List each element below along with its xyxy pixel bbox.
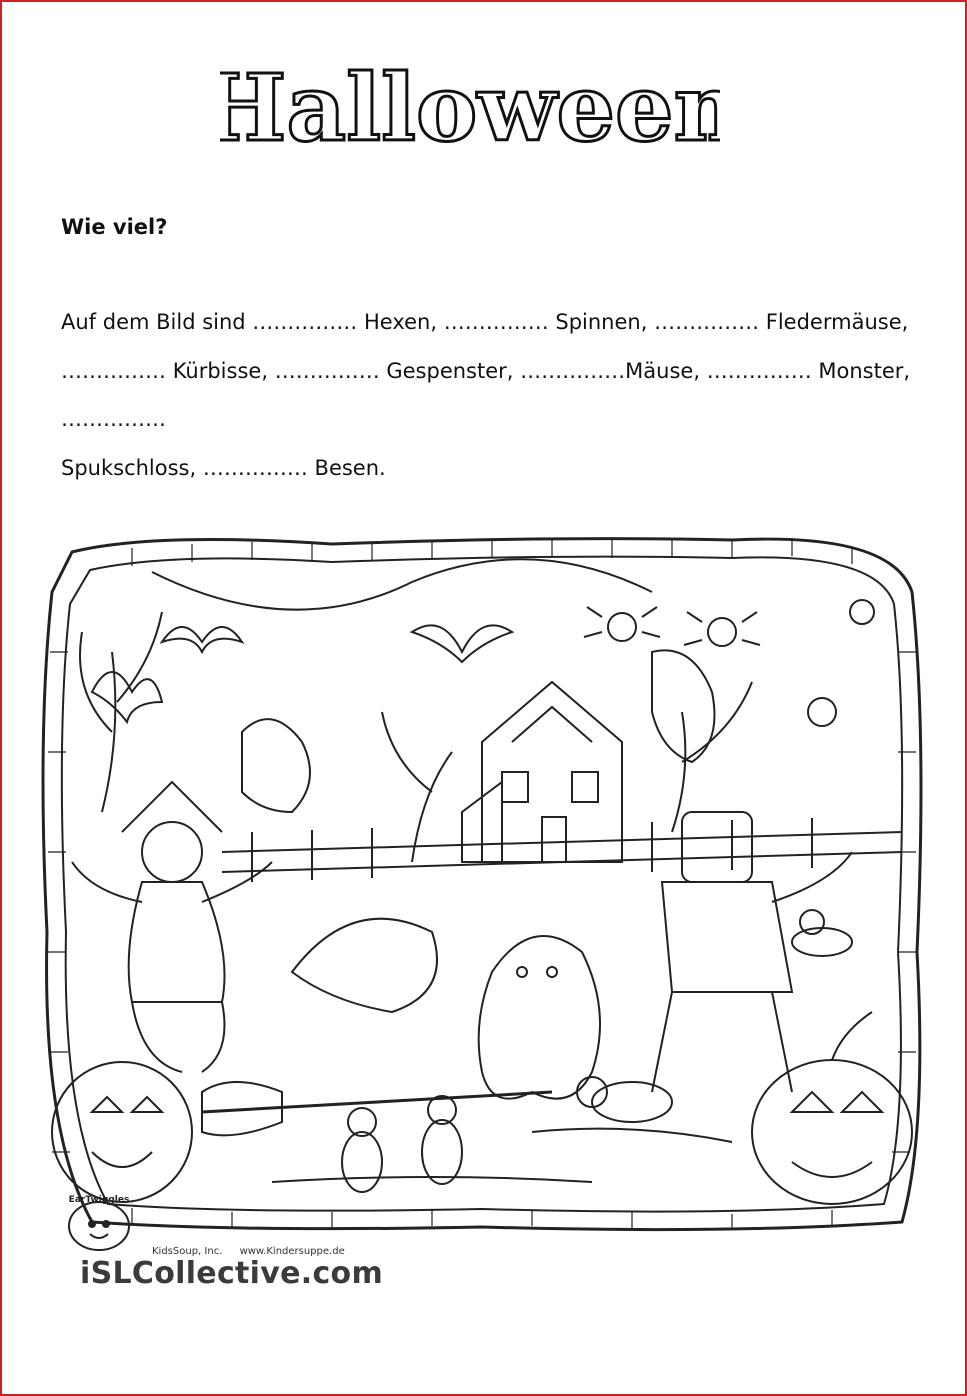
credit-website: www.Kindersuppe.de [239, 1246, 345, 1257]
sentence-part: …………… Gespenster, [274, 358, 514, 383]
halloween-title [220, 64, 720, 164]
sentence-part: …………… [61, 358, 166, 383]
sentence-part: …………… Fledermäuse, [654, 310, 909, 334]
title-outline-lettering [220, 64, 720, 164]
sentence-part: …………… Monster, [706, 358, 911, 383]
question-heading: Wie viel? [61, 215, 168, 239]
title-text: Halloween [220, 64, 720, 162]
sentence-part: …………… [61, 407, 166, 431]
sentence-part: Kürbisse, [172, 358, 268, 383]
fill-in-sentence [61, 298, 921, 492]
sentence-part: …………… Besen. [202, 455, 386, 480]
halloween-coloring-picture [32, 532, 934, 1247]
islcollective-watermark: iSLCollective.com [80, 1256, 384, 1291]
eartwiggles-logo [54, 1190, 144, 1262]
sentence-part: Spukschloss, [61, 455, 197, 480]
sentence-part: …………… Spinnen, [443, 310, 648, 334]
sentence-part: Auf dem Bild sind …………… Hexen, [61, 310, 438, 334]
credit-company: KidsSoup, Inc. [152, 1246, 223, 1257]
coloring-scene-illustration [32, 532, 934, 1247]
logo-text: EarTwiggles [68, 1195, 130, 1205]
eartwiggles-logo-graphic [54, 1190, 144, 1262]
sentence-part: ……………Mäuse, [520, 358, 700, 383]
